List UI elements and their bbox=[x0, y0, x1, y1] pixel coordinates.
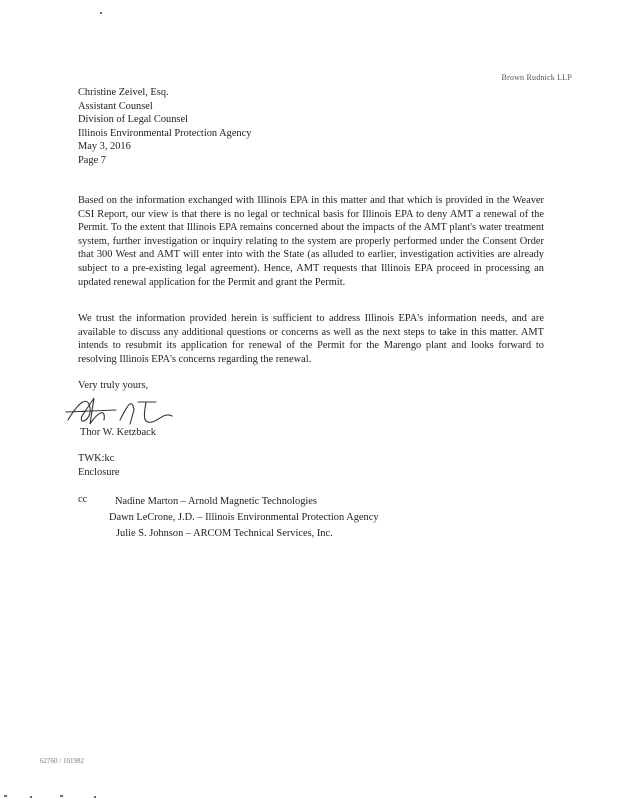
addressee-division: Division of Legal Counsel bbox=[78, 114, 188, 126]
body-paragraph-2: We trust the information provided herein is sufficient to address Illinois EPA's information needs, and are available to discuss any additional questions or concerns as well as the next steps to take in this matter. AMT intends to resubmit its application for renewal of the Permit for the Marengo plant and looks forward to resolving Illinois EPA's concerns regarding the renewal. bbox=[78, 313, 544, 365]
cc-recipient: Julie S. Johnson – ARCOM Technical Services, Inc. bbox=[116, 528, 333, 539]
cc-list bbox=[109, 494, 379, 542]
document-id: 62760 / 101982 bbox=[40, 757, 84, 765]
scan-speck bbox=[60, 795, 63, 797]
initials-block bbox=[78, 452, 120, 479]
letter-date: May 3, 2016 bbox=[78, 141, 131, 153]
cc-recipient: Dawn LeCrone, J.D. – Illinois Environmental Protection Agency bbox=[109, 512, 379, 523]
scan-speck bbox=[4, 795, 7, 797]
addressee-block bbox=[78, 86, 251, 168]
page-number: Page 7 bbox=[78, 154, 106, 166]
signature-scribble bbox=[60, 390, 180, 432]
cc-recipient: Nadine Marton – Arnold Magnetic Technologies bbox=[115, 496, 317, 507]
closing-salutation: Very truly yours, bbox=[78, 380, 149, 391]
addressee-name: Christine Zeivel, Esq. bbox=[78, 87, 169, 98]
addressee-agency: Illinois Environmental Protection Agency bbox=[78, 127, 252, 139]
scan-speck bbox=[30, 796, 32, 798]
scan-speck bbox=[94, 796, 96, 798]
firm-name: Brown Rudnick LLP bbox=[501, 73, 572, 82]
typist-initials: TWK:kc bbox=[78, 453, 115, 464]
body-paragraph-1: Based on the information exchanged with Illinois EPA in this matter and that which is provided in the Weaver CSI Report, our view is that there is no legal or technical basis for Illinois EPA to deny AMT a renewal of the Permit. To the extent that Illinois EPA remains concerned about the impacts of the AMT plant's water treatment system, further investigation or inquiry relating to the system are properly performed under the Consent Order that 300 West and AMT will enter into with the State (as alluded to earlier, investigation activities are already subject to a pre-existing legal agreement). Hence, AMT requests that Illinois EPA proceed in processing an updated renewal application for the Permit and grant the Permit. bbox=[78, 195, 544, 288]
scan-speck bbox=[100, 12, 102, 14]
addressee-title: Assistant Counsel bbox=[78, 100, 153, 112]
cc-label: cc bbox=[78, 494, 88, 505]
signer-name: Thor W. Ketzback bbox=[80, 427, 156, 438]
enclosure-note: Enclosure bbox=[78, 466, 120, 478]
